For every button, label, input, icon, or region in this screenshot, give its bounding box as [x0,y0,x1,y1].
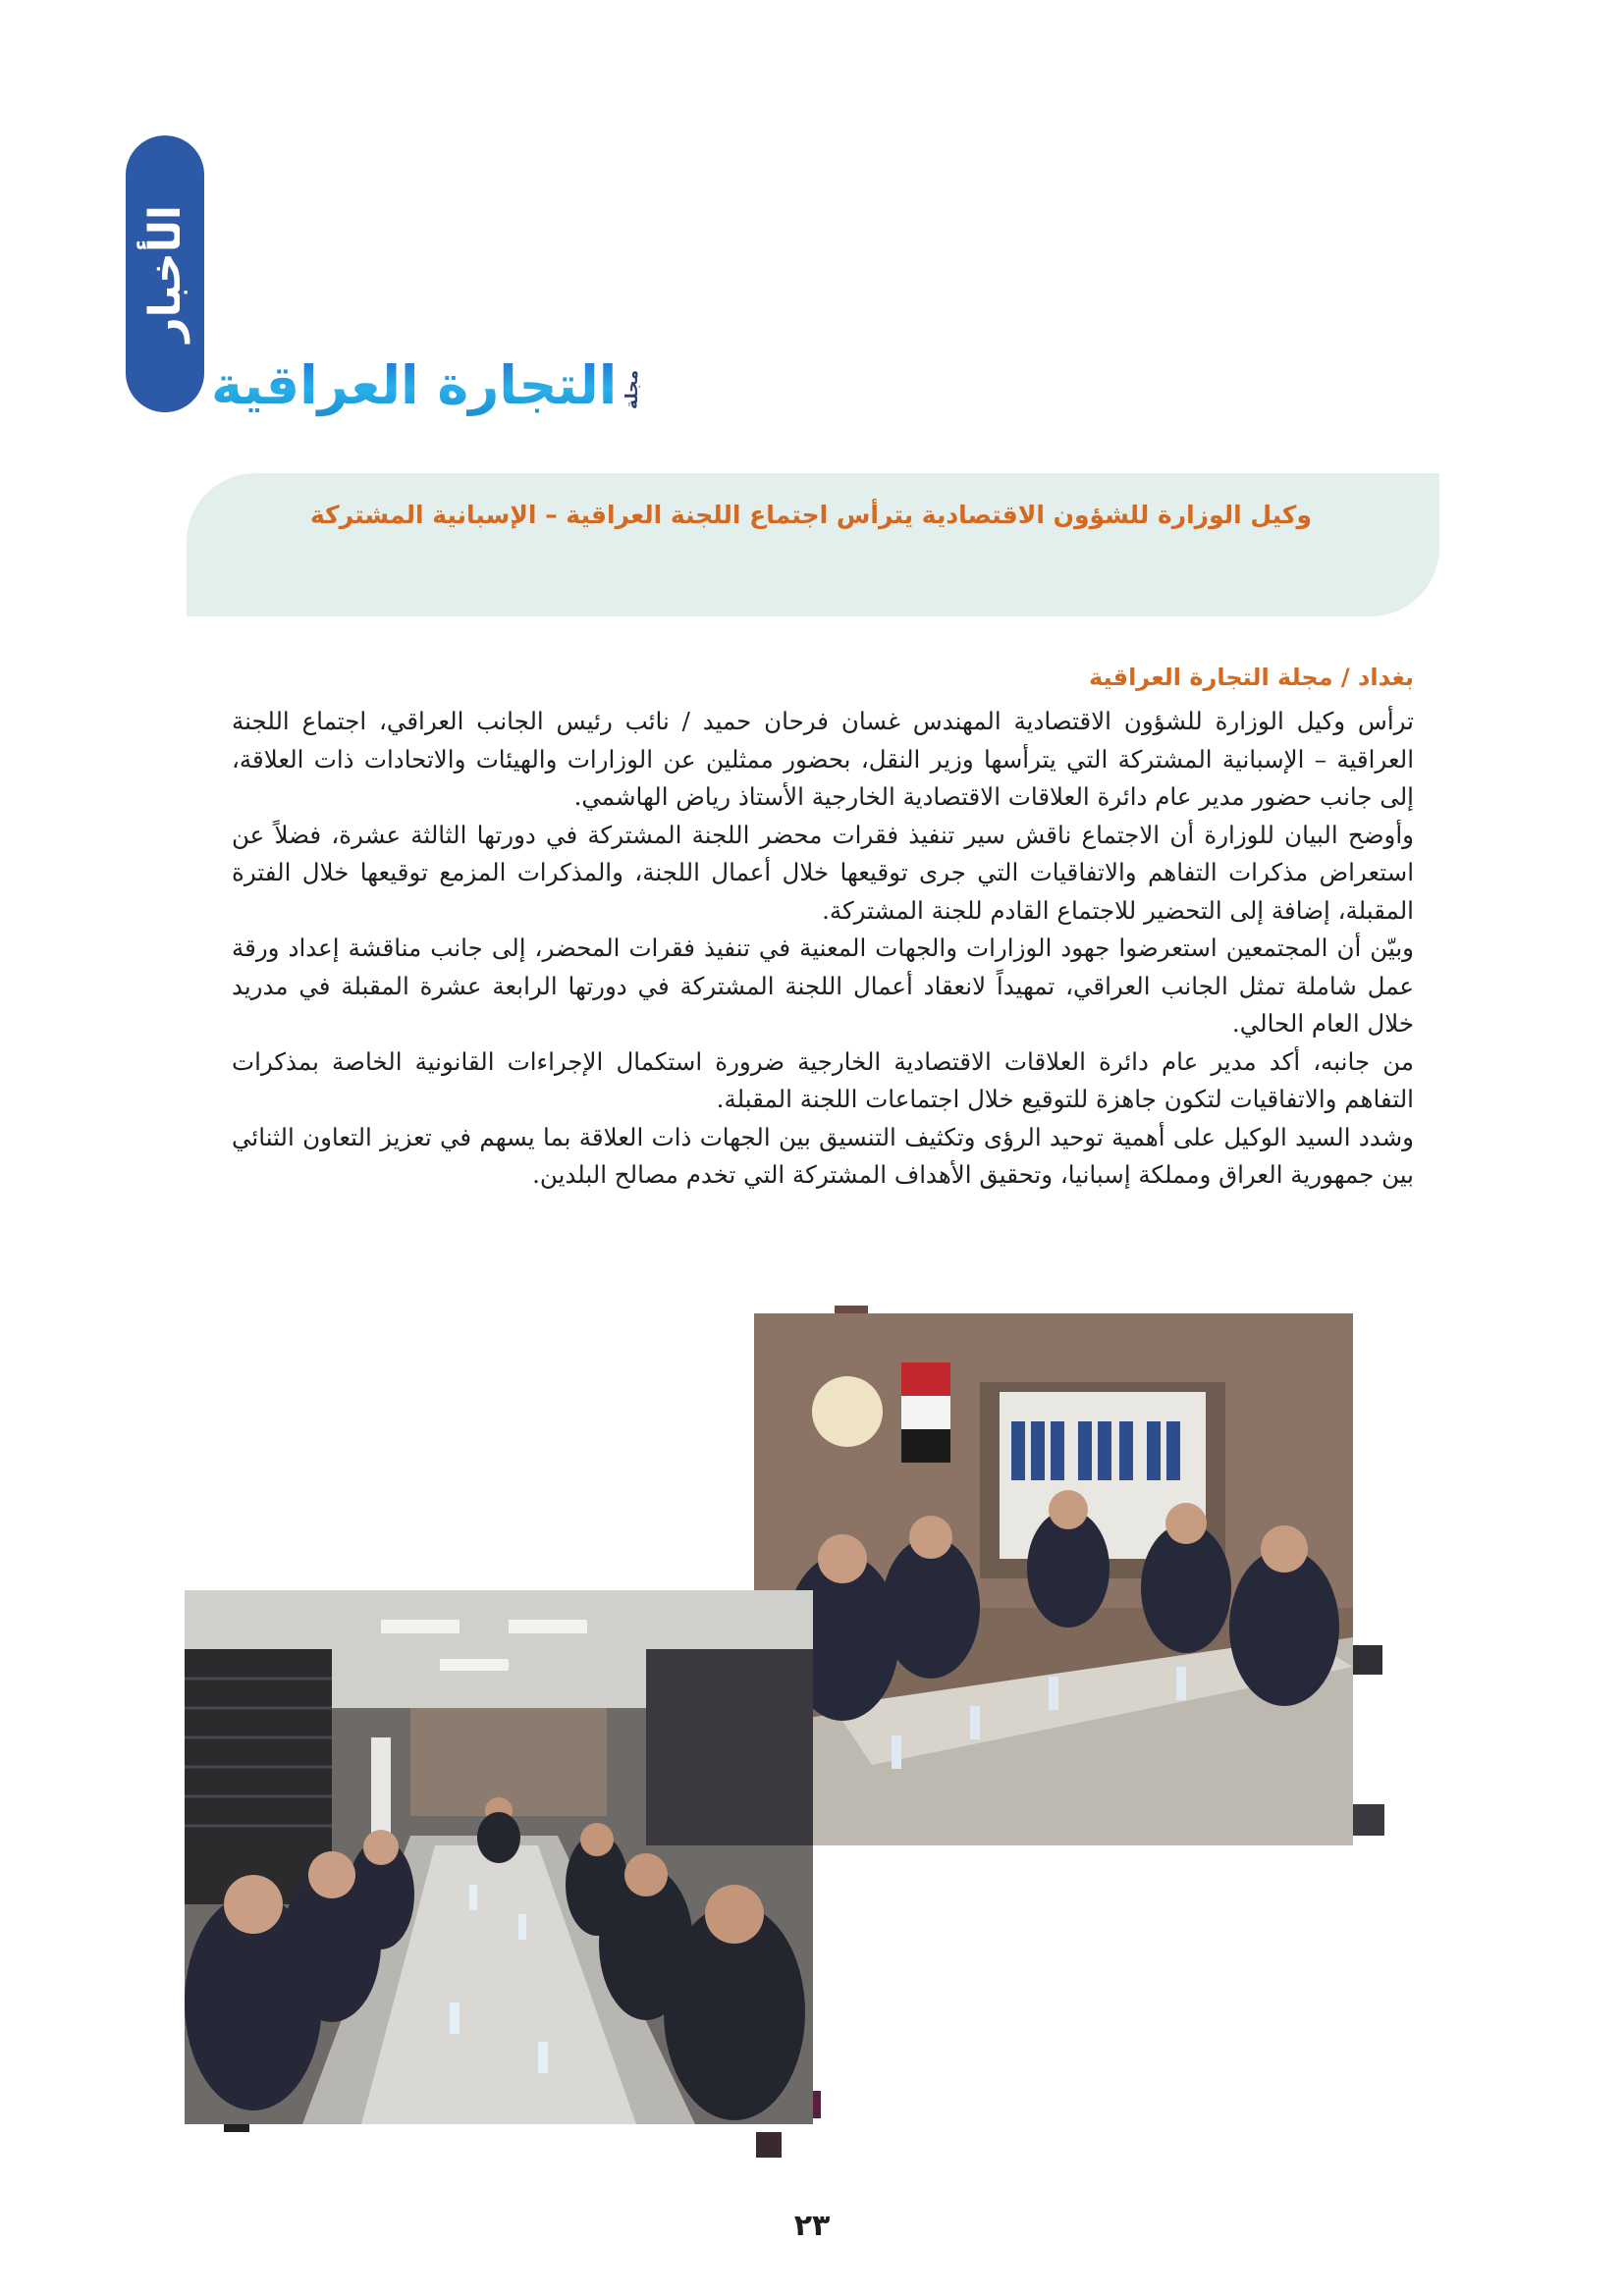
masthead-prefix: مجلة [623,369,643,409]
meeting-photo-right [754,1313,1353,1845]
section-tab [126,135,204,412]
headline-band [187,473,1439,616]
section-tab-label: الأخبار [139,205,190,343]
article-paragraph: وأوضح البيان للوزارة أن الاجتماع ناقش سير تنفيذ فقرات محضر اللجنة المشتركة في دورتها الثالثة عشرة، فضلاً عن استعراض مذكرات التفاهم والاتفاقيات التي جرى توقيعها خلال أعمال اللجنة، والمذكرات المزمع توقيعها خلال الفترة المقبلة، إضافة إلى التحضير للاجتماع القادم للجنة المشتركة. [232,820,1414,925]
article-paragraph: وشدد السيد الوكيل على أهمية توحيد الرؤى وتكثيف التنسيق بين الجهات ذات العلاقة بما يسهم في تعزيز التعاون الثنائي بين جمهورية العراق ومملكة إسبانيا، وتحقيق الأهداف المشتركة التي تخدم مصالح البلدين. [232,1122,1414,1189]
magazine-masthead [211,348,642,417]
masthead-title: التجارة العراقية [211,354,618,416]
article-paragraph: وبيّن أن المجتمعين استعرضوا جهود الوزارات والجهات المعنية في تنفيذ فقرات المحضر، إلى جانب مناقشة إعداد ورقة عمل شاملة تمثل الجانب العراقي، تمهيداً لانعقاد أعمال اللجنة المشتركة في دورتها الرابعة عشرة المقبلة في مدريد خلال العام الحالي. [232,934,1414,1038]
page-number: ٢٣ [793,2209,831,2243]
decor-square [1353,1645,1382,1675]
article-body [232,703,1414,1195]
article-paragraph: من جانبه، أكد مدير عام دائرة العلاقات الاقتصادية الخارجية ضرورة استكمال الإجراءات القانونية الخاصة بمذكرات التفاهم والاتفاقيات لتكون جاهزة للتوقيع خلال اجتماعات اللجنة المقبلة. [232,1046,1414,1113]
decor-square [756,2132,782,2158]
article-headline: وكيل الوزارة للشؤون الاقتصادية يترأس اجتماع اللجنة العراقية – الإسبانية المشتركة [309,501,1312,529]
article-paragraph: ترأس وكيل الوزارة للشؤون الاقتصادية المهندس غسان فرحان حميد / نائب رئيس الجانب العراقي، اجتماع اللجنة العراقية – الإسبانية المشتركة التي يترأسها وزير النقل، بحضور ممثلين عن الوزارات والهيئات والاتحادات ذات العلاقة، إلى جانب حضور مدير عام دائرة العلاقات الاقتصادية الخارجية الأستاذ رياض الهاشمي. [232,707,1414,811]
meeting-photo-left [185,1590,813,2124]
decor-square [1353,1804,1384,1836]
article-dateline: بغداد / مجلة التجارة العراقية [1089,664,1414,691]
